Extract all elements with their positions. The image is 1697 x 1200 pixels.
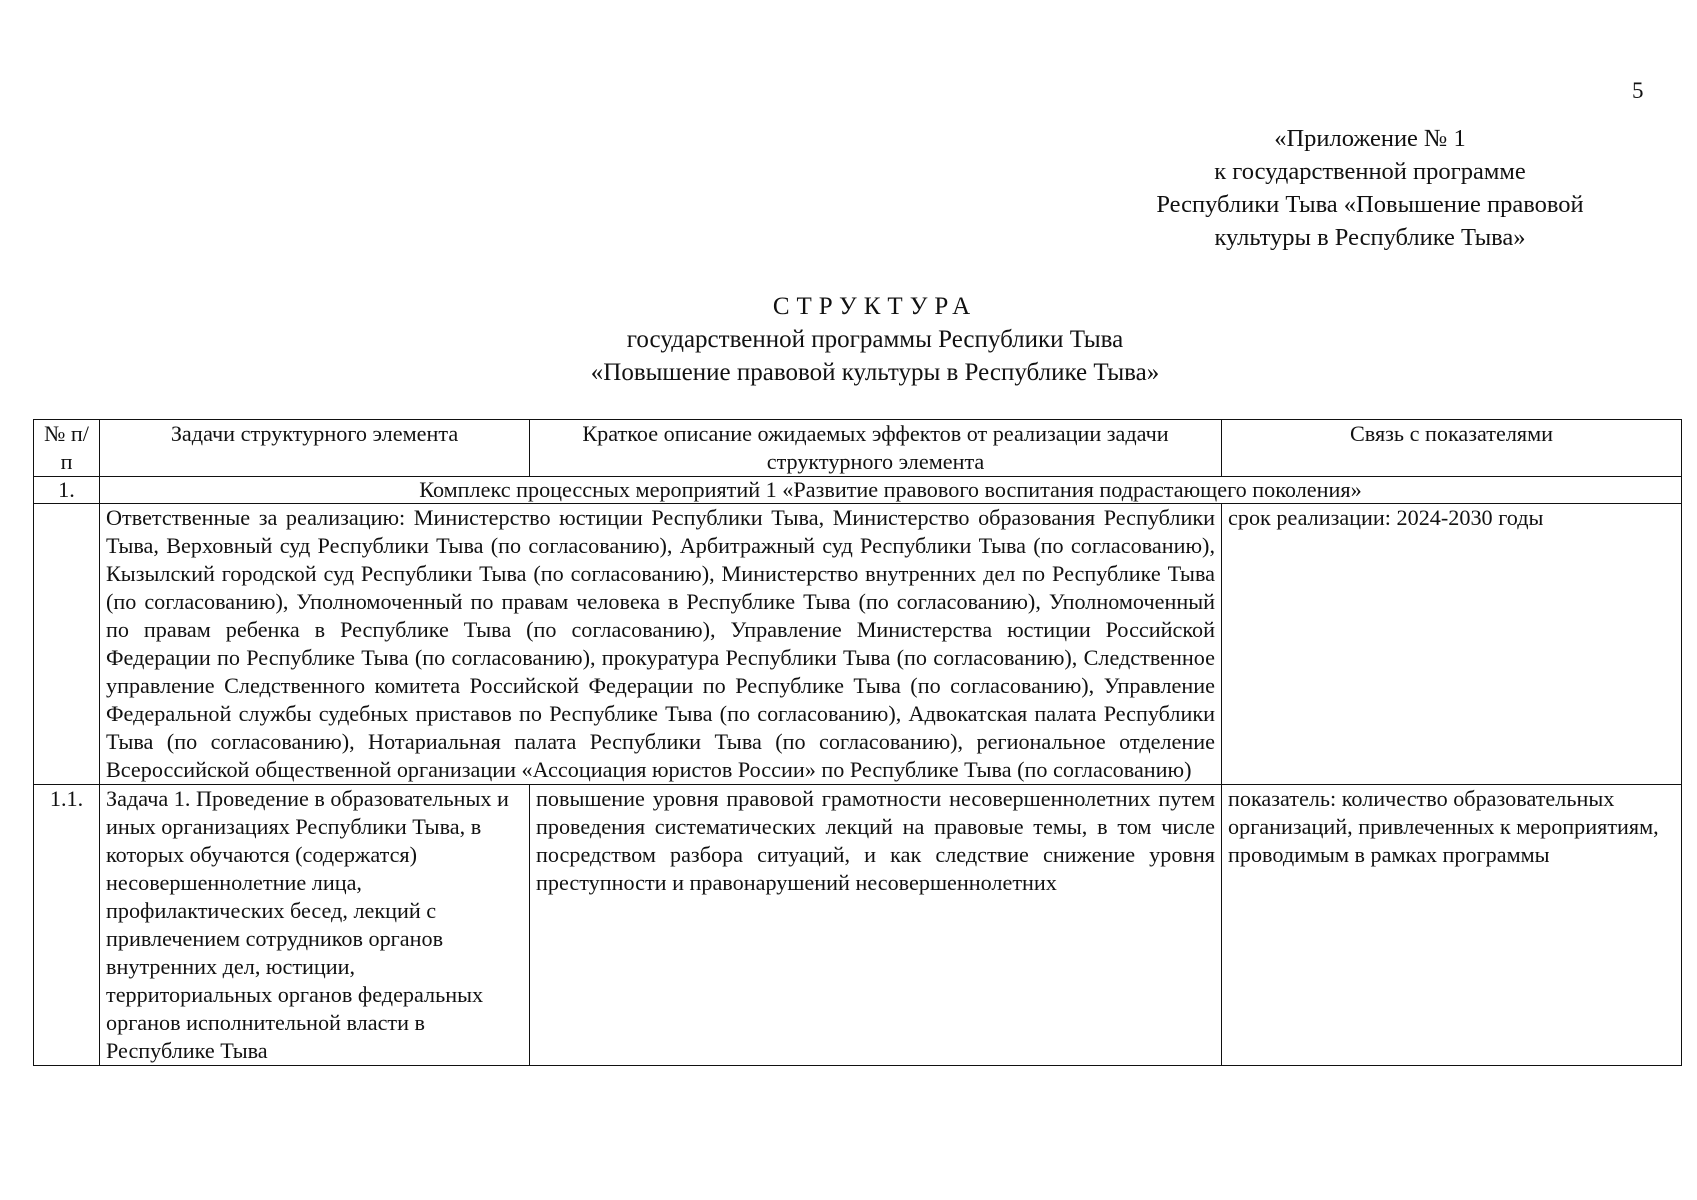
header-description: Краткое описание ожидаемых эффектов от реализации задачи структурного элемента	[530, 420, 1222, 477]
task-indicator: показатель: количество образовательных организаций, привлеченных к мероприятиям, проводимым в рамках программы	[1222, 785, 1682, 1066]
appendix-line: Республики Тыва «Повышение правовой	[1156, 191, 1584, 218]
header-num: № п/п	[34, 420, 100, 477]
empty-cell	[34, 504, 100, 785]
responsible-text: Ответственные за реализацию: Министерство юстиции Республики Тыва, Министерство образования Республики Тыва, Верховный суд Республики Тыва (по согласованию), Арбитражный суд Республики Тыва (по согласованию), Кызылский городской суд Республики Тыва (по согласованию), Министерство внутренних дел по Республике Тыва (по согласованию), Уполномоченный по правам человека в Республике Тыва (по согласованию), Уполномоченный по правам ребенка в Республике Тыва (по согласованию), Управление Министерства юстиции Российской Федерации по Республике Тыва (по согласованию), прокуратура Республики Тыва (по согласованию), Следственное управление Следственного комитета Российской Федерации по Республике Тыва (по согласованию), Управление Федеральной службы судебных приставов по Республике Тыва (по согласованию), Адвокатская палата Республики Тыва (по согласованию), Нотариальная палата Республики Тыва (по согласованию), региональное отделение Всероссийской общественной организации «Ассоциация юристов России» по Республике Тыва (по согласованию)	[100, 504, 1222, 785]
responsible-row	[34, 504, 1682, 785]
document-subtitle: «Повышение правовой культуры в Республике Тыва»	[590, 359, 1160, 386]
document-heading	[480, 290, 1270, 389]
header-task: Задачи структурного элемента	[100, 420, 530, 477]
structure-table	[33, 419, 1682, 1066]
table-row	[34, 785, 1682, 1066]
task-num: 1.1.	[34, 785, 100, 1066]
complex-row	[34, 477, 1682, 504]
table-header-row	[34, 420, 1682, 477]
page-number: 5	[1632, 78, 1644, 103]
document-title: СТРУКТУРА	[772, 293, 978, 320]
task-description: повышение уровня правовой грамотности несовершеннолетних путем проведения систематических лекций на правовые темы, в том числе посредством разбора ситуаций, и как следствие снижение уровня преступности и правонарушений несовершеннолетних	[530, 785, 1222, 1066]
appendix-note	[1090, 122, 1650, 254]
task-text: Задача 1. Проведение в образовательных и иных организациях Республики Тыва, в которых обучаются (содержатся) несовершеннолетние лица, профилактических бесед, лекций с привлечением сотрудников органов внутренних дел, юстиции, территориальных органов федеральных органов исполнительной власти в Республике Тыва	[100, 785, 530, 1066]
complex-num: 1.	[34, 477, 100, 504]
implementation-term: срок реализации: 2024-2030 годы	[1222, 504, 1682, 785]
appendix-line: к государственной программе	[1214, 158, 1526, 185]
appendix-line: культуры в Республике Тыва»	[1214, 224, 1526, 251]
header-indicators: Связь с показателями	[1222, 420, 1682, 477]
complex-title: Комплекс процессных мероприятий 1 «Развитие правового воспитания подрастающего поколения»	[100, 477, 1682, 504]
appendix-line: «Приложение № 1	[1274, 125, 1466, 152]
document-subtitle: государственной программы Республики Тыва	[626, 326, 1124, 353]
